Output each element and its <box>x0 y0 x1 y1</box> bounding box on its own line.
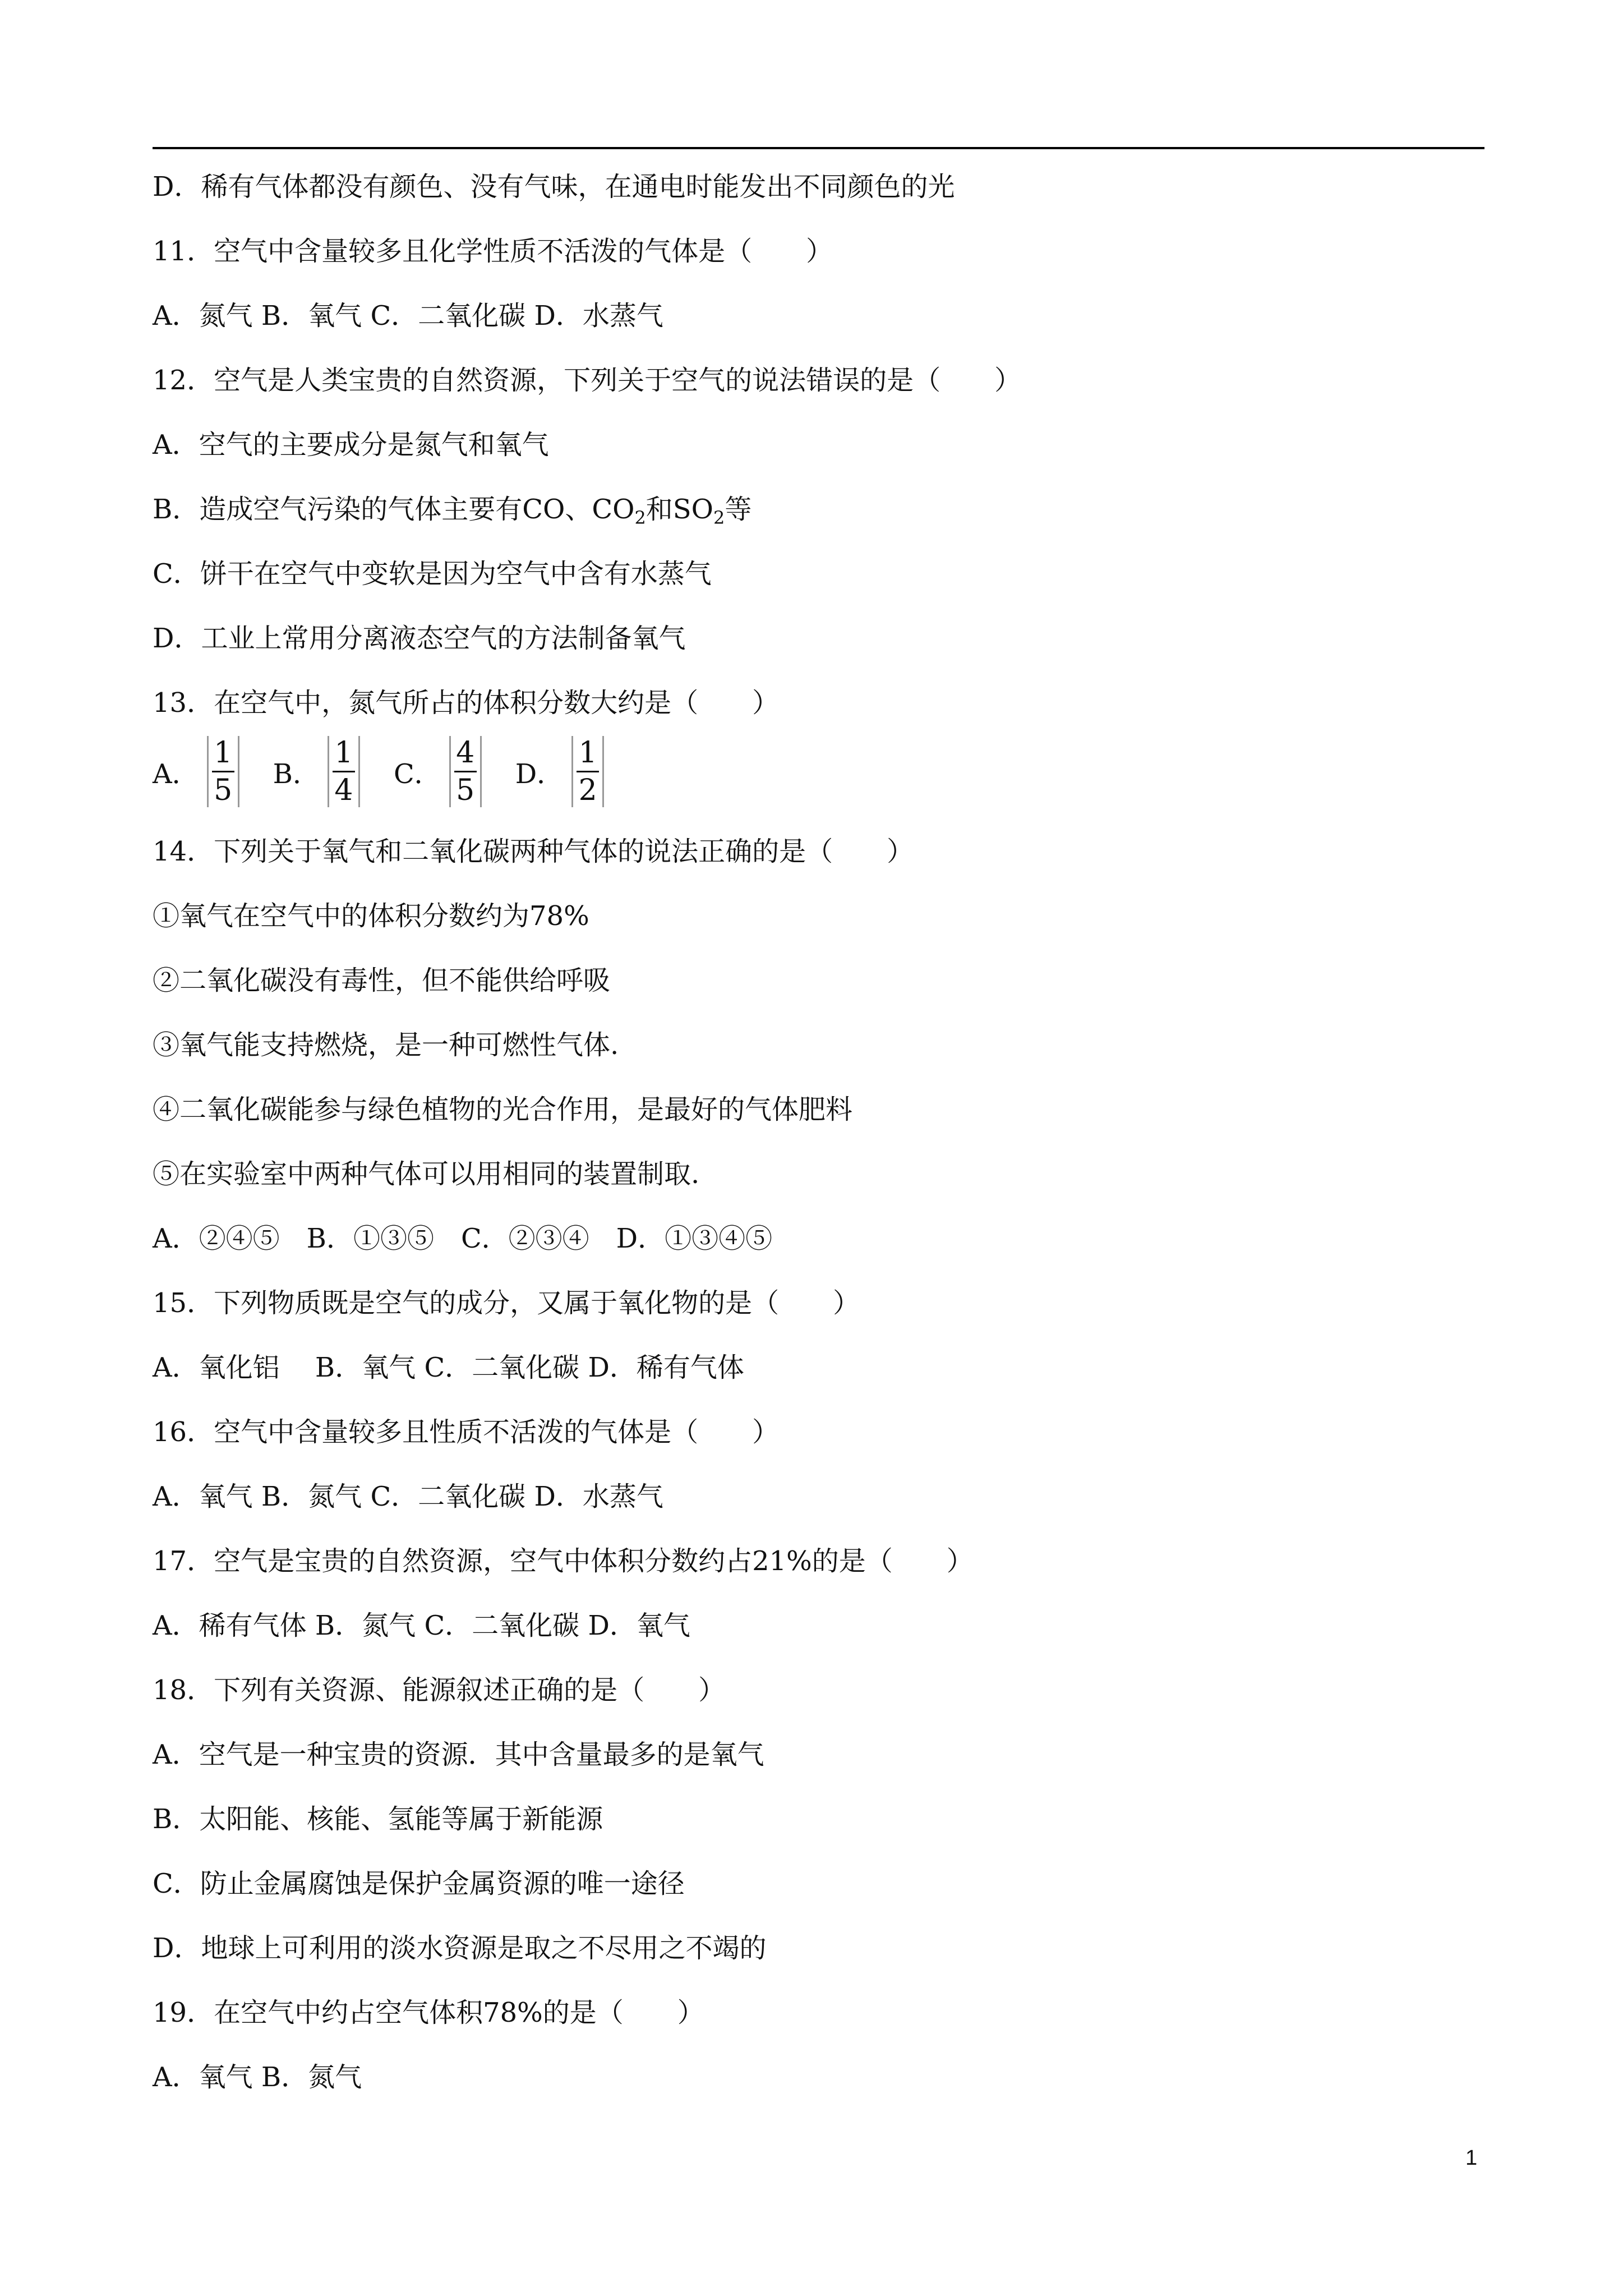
q10-option-d: D．稀有气体都没有颜色、没有气味，在通电时能发出不同颜色的光 <box>153 171 955 203</box>
q18-stem: 18．下列有关资源、能源叙述正确的是（ ） <box>153 1674 726 1706</box>
page-number: 1 <box>1465 2146 1478 2170</box>
q18-option-a: A．空气是一种宝贵的资源．其中含量最多的是氧气 <box>153 1739 764 1770</box>
numerator: 1 <box>578 735 597 770</box>
option-label: D． <box>515 758 564 790</box>
q13-option-d <box>515 736 605 807</box>
q13-option-b <box>273 736 360 807</box>
q12b-suffix: 等 <box>725 494 752 525</box>
q16-stem: 16．空气中含量较多且性质不活泼的气体是（ ） <box>153 1416 780 1448</box>
q12b-sub1: 2 <box>634 507 646 528</box>
q19-stem: 19．在空气中约占空气体积78%的是（ ） <box>153 1997 704 2028</box>
q16-options: A．氧气 B．氮气 C．二氧化碳 D．水蒸气 <box>153 1481 663 1512</box>
fraction-bar <box>454 771 477 772</box>
q14-options: A．②④⑤ B．①③⑤ C．②③④ D．①③④⑤ <box>153 1223 773 1254</box>
q18-option-c: C．防止金属腐蚀是保护金属资源的唯一途径 <box>153 1868 685 1899</box>
q12b-prefix: B．造成空气污染的气体主要有CO、CO <box>153 494 635 525</box>
q12-option-d: D．工业上常用分离液态空气的方法制备氧气 <box>153 623 686 654</box>
fraction <box>207 736 239 807</box>
q14-statement-5: ⑤在实验室中两种气体可以用相同的装置制取. <box>153 1158 700 1190</box>
q12-option-a: A．空气的主要成分是氮气和氧气 <box>153 429 549 461</box>
q15-options: A．氧化铝 B．氧气 C．二氧化碳 D．稀有气体 <box>153 1352 744 1383</box>
q15-stem: 15．下列物质既是空气的成分，又属于氧化物的是（ ） <box>153 1287 860 1319</box>
fraction-bar <box>333 771 355 772</box>
q12-option-c: C．饼干在空气中变软是因为空气中含有水蒸气 <box>153 558 712 590</box>
q18-option-b: B．太阳能、核能、氢能等属于新能源 <box>153 1803 603 1835</box>
fraction-bar <box>577 771 599 772</box>
q18-option-d: D．地球上可利用的淡水资源是取之不尽用之不竭的 <box>153 1932 767 1964</box>
q13-stem: 13．在空气中，氮气所占的体积分数大约是（ ） <box>153 687 780 719</box>
numerator: 1 <box>214 735 233 770</box>
numerator: 4 <box>456 735 475 770</box>
q12-option-b <box>153 493 751 526</box>
q13-options <box>153 732 638 811</box>
q17-options: A．稀有气体 B．氮气 C．二氧化碳 D．氧气 <box>153 1610 690 1641</box>
fraction <box>328 736 360 807</box>
q14-statement-2: ②二氧化碳没有毒性，但不能供给呼吸 <box>153 965 611 996</box>
q13-option-c <box>394 736 482 807</box>
q11-options: A．氮气 B．氧气 C．二氧化碳 D．水蒸气 <box>153 300 663 332</box>
fraction <box>571 736 604 807</box>
option-label: A． <box>153 758 199 790</box>
q17-stem: 17．空气是宝贵的自然资源，空气中体积分数约占21%的是（ ） <box>153 1545 974 1577</box>
fraction <box>449 736 482 807</box>
q12b-mid: 和SO <box>645 494 714 525</box>
denominator: 5 <box>456 773 475 807</box>
q14-statement-3: ③氧气能支持燃烧，是一种可燃性气体. <box>153 1029 619 1061</box>
fraction-bar <box>212 771 234 772</box>
denominator: 5 <box>214 773 233 807</box>
q14-statement-4: ④二氧化碳能参与绿色植物的光合作用，是最好的气体肥料 <box>153 1094 853 1125</box>
option-label: C． <box>393 758 441 790</box>
q19-options: A．氧气 B．氮气 <box>153 2062 362 2093</box>
header-rule <box>153 147 1484 149</box>
option-label: B． <box>273 758 320 790</box>
q12-stem: 12．空气是人类宝贵的自然资源，下列关于空气的说法错误的是（ ） <box>153 365 1022 396</box>
q14-stem: 14．下列关于氧气和二氧化碳两种气体的说法正确的是（ ） <box>153 836 914 867</box>
denominator: 4 <box>334 773 353 807</box>
denominator: 2 <box>578 773 597 807</box>
numerator: 1 <box>334 735 353 770</box>
q11-stem: 11．空气中含量较多且化学性质不活泼的气体是（ ） <box>153 236 833 267</box>
q14-statement-1: ①氧气在空气中的体积分数约为78% <box>153 900 589 932</box>
q13-option-a <box>153 736 239 807</box>
q12b-sub2: 2 <box>713 507 725 528</box>
